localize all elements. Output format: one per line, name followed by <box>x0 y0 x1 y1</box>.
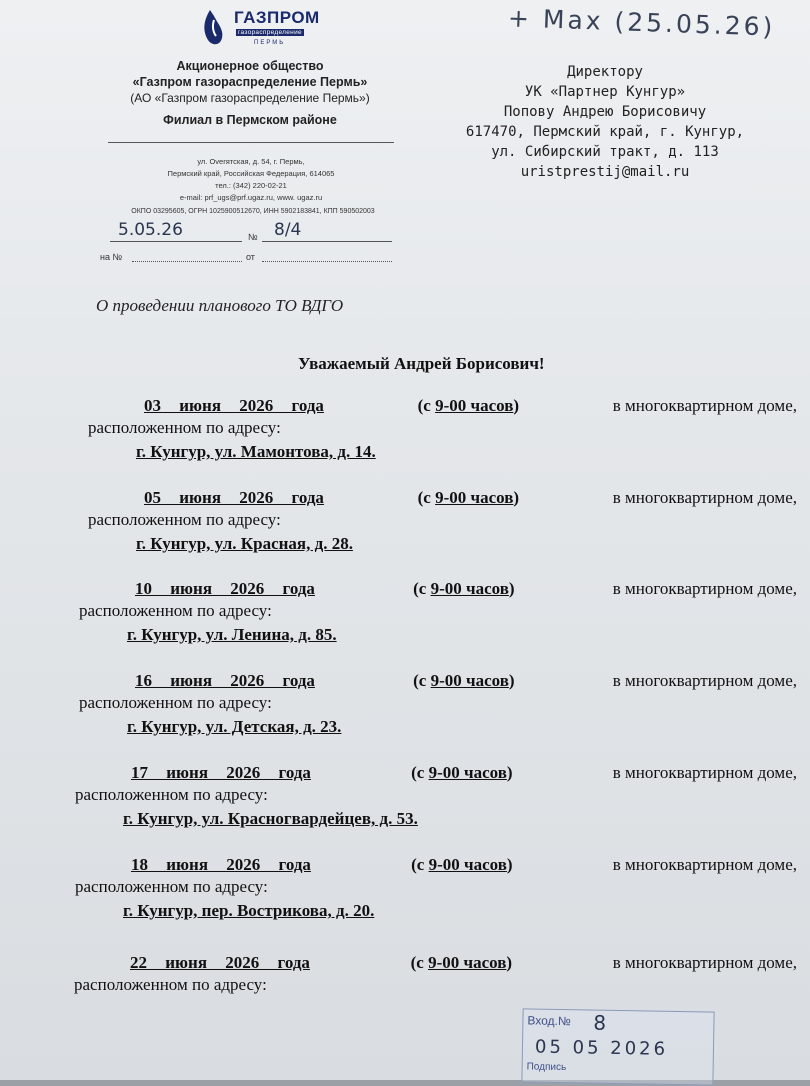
time-suffix: ) <box>513 396 520 415</box>
entry-time <box>418 396 519 416</box>
reg-date-line <box>110 241 242 242</box>
entry-line <box>144 488 797 508</box>
stamp-sign-label: Подпись <box>526 1061 567 1074</box>
time-value: 9-00 часов <box>428 855 507 874</box>
time-suffix: ) <box>506 763 513 782</box>
time-prefix: (с <box>411 855 429 874</box>
sender-codes: ОКПО 03295605, ОГРН 1025900512670, ИНН 5902183841, КПП 590502003 <box>131 208 375 215</box>
time-suffix: ) <box>508 579 515 598</box>
address-line: тел.: (342) 220-02-21 <box>215 181 287 190</box>
time-prefix: (с <box>417 396 436 415</box>
time-value: 9-00 часов <box>435 396 514 415</box>
time-value: 9-00 часов <box>430 579 509 598</box>
entry-line <box>135 671 797 691</box>
entry-located-text: расположенном по адресу: <box>75 785 268 804</box>
greeting: Уважаемый Андрей Борисович! <box>298 354 545 373</box>
sender-block <box>100 58 400 127</box>
logo-subtitle: газораспределение <box>238 29 302 36</box>
entry-date: 18 июня 2026 года <box>131 855 311 874</box>
on-number-line <box>132 261 242 262</box>
entry-address: г. Кунгур, пер. Вострикова, д. 20. <box>123 901 375 920</box>
time-prefix: (с <box>413 671 431 690</box>
sender-line1: Акционерное общество <box>176 59 324 73</box>
entry-date: 03 июня 2026 года <box>144 396 324 415</box>
entry-line <box>135 579 797 599</box>
entry-building-text: в многоквартирном доме, <box>612 396 797 415</box>
letter-subject: О проведении планового ТО ВДГО <box>96 296 344 315</box>
entry-located-text: расположенном по адресу: <box>74 975 267 994</box>
address-line: ул. Overятская, д. 54, г. Пермь, <box>197 157 305 166</box>
reg-number: 8/4 <box>274 220 302 240</box>
time-prefix: (с <box>413 579 431 598</box>
time-suffix: ) <box>508 671 515 690</box>
from-label: от <box>246 252 255 262</box>
entry-time <box>411 855 512 875</box>
time-suffix: ) <box>506 855 513 874</box>
entry-date: 10 июня 2026 года <box>135 579 315 598</box>
time-prefix: (с <box>410 953 429 972</box>
recipient-line: ул. Сибирский тракт, д. 113 <box>491 144 719 160</box>
entry-located-text: расположенном по адресу: <box>88 418 281 437</box>
time-suffix: ) <box>506 953 513 972</box>
entry-building-text: в многоквартирном доме, <box>612 671 797 690</box>
reg-no-label: № <box>248 232 258 242</box>
recipient-line: Попову Андрею Борисовичу <box>503 104 707 120</box>
stamp-number: 8 <box>593 1010 607 1035</box>
sender-branch: Филиал в Пермском районе <box>163 113 337 127</box>
entry-building-text: в многоквартирном доме, <box>612 579 797 598</box>
entry-building-text: в многоквартирном доме, <box>612 488 797 507</box>
entry-located-text: расположенном по адресу: <box>79 601 272 620</box>
entry-address: г. Кунгур, ул. Красная, д. 28. <box>136 534 353 553</box>
time-value: 9-00 часов <box>435 488 514 507</box>
time-value: 9-00 часов <box>428 953 507 972</box>
entry-date: 05 июня 2026 года <box>144 488 324 507</box>
entry-date: 17 июня 2026 года <box>131 763 311 782</box>
entry-line <box>131 763 797 783</box>
reg-number-line <box>262 241 392 242</box>
handwritten-note: + Max (25.05.26) <box>507 3 776 42</box>
time-value: 9-00 часов <box>428 763 507 782</box>
address-line: e-mail: prf_ugs@prf.ugaz.ru, www. ugaz.ru <box>179 193 323 202</box>
time-value: 9-00 часов <box>430 671 509 690</box>
entry-building-text: в многоквартирном доме, <box>612 953 797 972</box>
entry-address: г. Кунгур, ул. Детская, д. 23. <box>127 717 342 736</box>
logo-city: ПЕРМЬ <box>254 40 286 46</box>
entry-time <box>413 579 514 599</box>
recipient-block <box>430 62 780 182</box>
recipient-line: УК «Партнер Кунгур» <box>524 84 686 100</box>
recipient-line: 617470, Пермский край, г. Кунгур, <box>465 124 745 140</box>
from-line <box>262 261 392 262</box>
reg-date: 5.05.26 <box>118 220 183 240</box>
address-line: Пермский край, Российская Федерация, 614065 <box>167 169 335 178</box>
entry-date: 16 июня 2026 года <box>135 671 315 690</box>
time-prefix: (с <box>411 763 429 782</box>
stamp-date: 05 05 2026 <box>534 1036 669 1060</box>
on-number-label: на № <box>100 252 123 262</box>
sender-line2: «Газпром газораспределение Пермь» <box>132 75 368 89</box>
recipient-line: Директору <box>567 64 643 80</box>
time-suffix: ) <box>513 488 520 507</box>
entry-line <box>131 855 797 875</box>
entry-time <box>418 488 519 508</box>
sender-line3: (АО «Газпром газораспределение Пермь») <box>130 91 370 105</box>
logo-name: ГАЗПРОМ <box>234 8 320 27</box>
entry-time <box>411 763 512 783</box>
entry-located-text: расположенном по адресу: <box>88 510 281 529</box>
sender-address <box>108 156 394 204</box>
entry-address: г. Кунгур, ул. Ленина, д. 85. <box>127 625 337 644</box>
time-prefix: (с <box>417 488 436 507</box>
entry-line <box>130 953 797 973</box>
entry-building-text: в многоквартирном доме, <box>612 855 797 874</box>
divider <box>108 142 394 143</box>
entry-address: г. Кунгур, ул. Мамонтова, д. 14. <box>136 442 376 461</box>
recipient-email: uristprestij@mail.ru <box>520 164 690 180</box>
incoming-stamp <box>521 1008 714 1085</box>
entry-building-text: в многоквартирном доме, <box>612 763 797 782</box>
entry-time <box>413 671 514 691</box>
entry-time <box>411 953 512 973</box>
entry-located-text: расположенном по адресу: <box>79 693 272 712</box>
entry-address: г. Кунгур, ул. Красногвардейцев, д. 53. <box>123 809 418 828</box>
entry-line <box>144 396 797 416</box>
entry-date: 22 июня 2026 года <box>130 953 310 972</box>
stamp-label: Вход.№ <box>527 1013 571 1029</box>
entry-located-text: расположенном по адресу: <box>75 877 268 896</box>
